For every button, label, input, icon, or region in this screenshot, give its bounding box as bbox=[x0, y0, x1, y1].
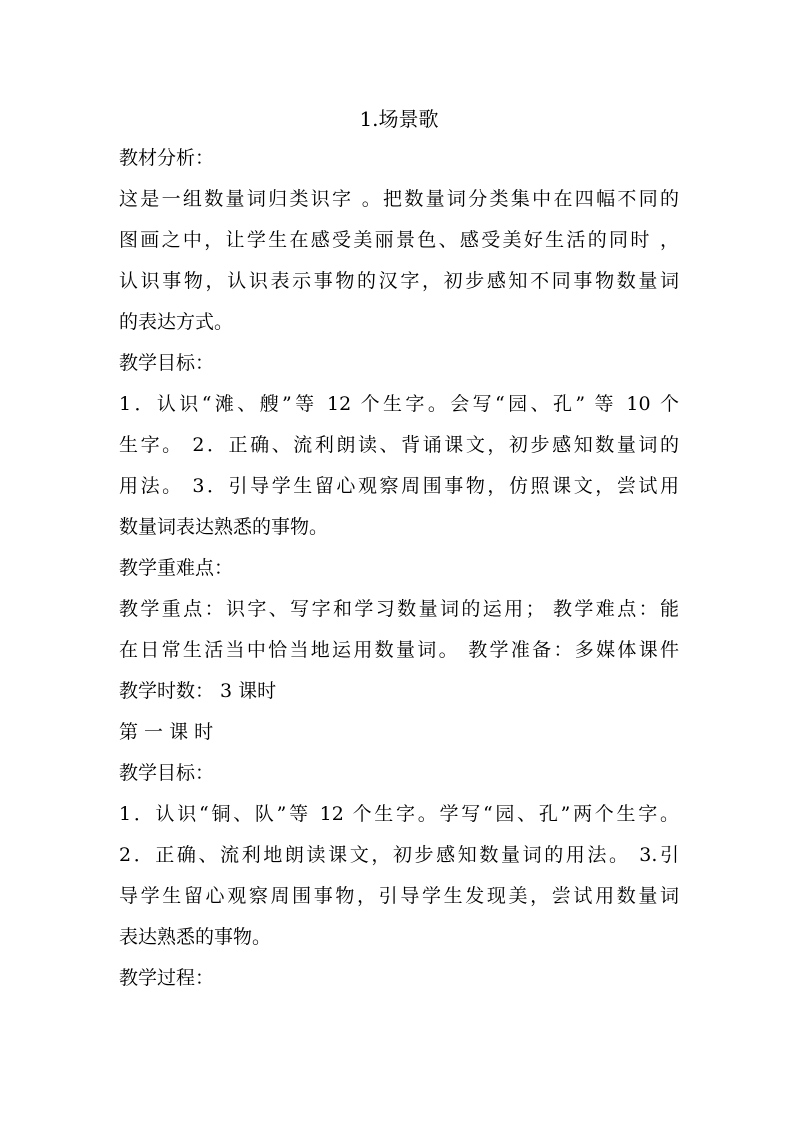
paragraph-line: 用法。 3．引导学生留心观察周围事物，仿照课文，尝试用 bbox=[119, 475, 679, 497]
section-heading-teaching-goals: 教学目标： bbox=[119, 352, 215, 374]
paragraph-line: 教学重点：识字、写字和学习数量词的运用； 教学难点：能 bbox=[119, 598, 679, 620]
document-page bbox=[119, 100, 679, 999]
section-heading-material-analysis: 教材分析： bbox=[119, 147, 215, 169]
section-heading-teaching-goals-lesson1: 教学目标： bbox=[119, 762, 215, 784]
paragraph-line: 图画之中，让学生在感受美丽景色、感受美好生活的同时 ， bbox=[119, 229, 679, 251]
paragraph-line: 1．认识“铜、队”等 12 个生字。学写“园、孔”两个生字。 bbox=[119, 803, 679, 825]
paragraph-line: 表达熟悉的事物。 bbox=[119, 926, 272, 948]
paragraph-line: 认识事物，认识表示事物的汉字，初步感知不同事物数量词 bbox=[119, 270, 679, 292]
paragraph-line: 的表达方式。 bbox=[119, 311, 234, 333]
paragraph-line: 在日常生活当中恰当地运用数量词。 教学准备：多媒体课件 bbox=[119, 639, 679, 661]
section-heading-teaching-process: 教学过程： bbox=[119, 967, 215, 989]
teaching-hours-line: 教学时数： 3 课时 bbox=[119, 680, 277, 702]
paragraph-line: 生字。 2．正确、流利朗读、背诵课文，初步感知数量词的 bbox=[119, 434, 679, 456]
paragraph-line: 2．正确、流利地朗读课文，初步感知数量词的用法。 3.引 bbox=[119, 844, 679, 866]
paragraph-line: 数量词表达熟悉的事物。 bbox=[119, 516, 329, 538]
lesson-heading: 第 一 课 时 bbox=[119, 721, 214, 743]
paragraph-line: 导学生留心观察周围事物，引导学生发现美，尝试用数量词 bbox=[119, 885, 679, 907]
document-title: 1.场景歌 bbox=[359, 107, 439, 131]
paragraph-line: 1．认识“滩、艘”等 12 个生字。会写“园、孔” 等 10 个 bbox=[119, 393, 679, 415]
paragraph-line: 这是一组数量词归类识字 。把数量词分类集中在四幅不同的 bbox=[119, 188, 679, 210]
section-heading-key-points: 教学重难点： bbox=[119, 557, 234, 579]
